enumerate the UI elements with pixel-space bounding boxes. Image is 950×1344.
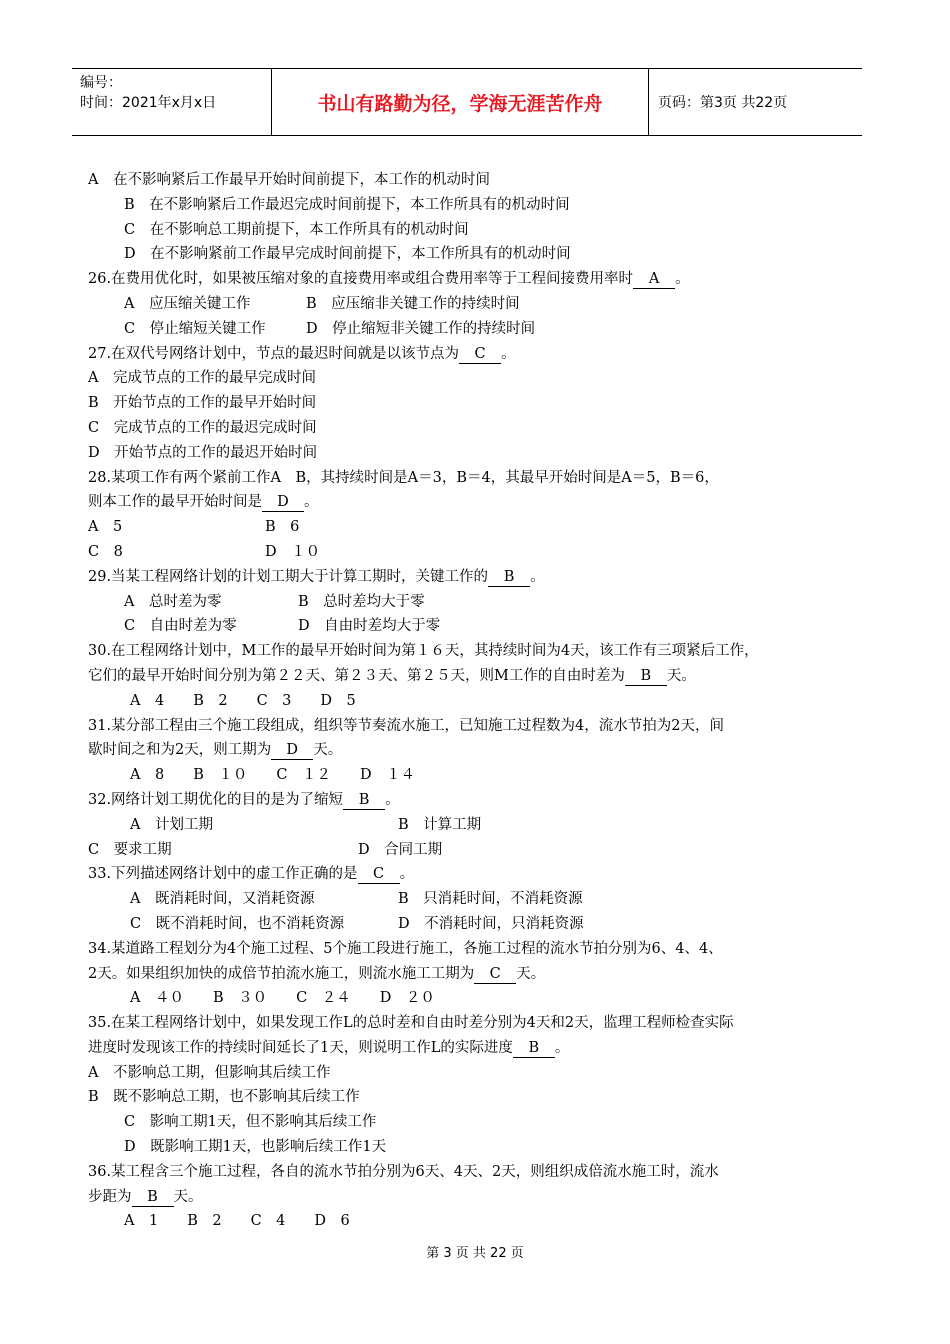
question-list <box>88 168 858 1234</box>
question-36: 36.某工程含三个施工过程，各自的流水节拍分别为6天、4天、2天，则组织成倍流水施工时，流水 <box>88 1163 719 1180</box>
option-c: C 要求工期 <box>88 841 172 858</box>
question-text: 步距为 <box>88 1188 132 1205</box>
question-text: 歇时间之和为2天，则工期为 <box>88 742 272 759</box>
option-c: C 8 <box>88 543 123 560</box>
answer-blank: B <box>132 1188 174 1207</box>
option-a: A 计划工期 <box>130 816 213 833</box>
option-b: B 总时差均大于零 <box>298 593 425 610</box>
option-a: A 总时差为零 <box>124 593 222 610</box>
option-line: A 1 B 2 C 4 D 6 <box>124 1213 350 1230</box>
option-d: D 合同工期 <box>358 841 443 858</box>
number-label: 编号： <box>80 75 122 91</box>
question-30-cont <box>88 664 858 689</box>
question-text: 29.当某工程网络计划的计划工期大于计算工期时，关键工作的 <box>88 568 489 585</box>
answer-blank: B <box>625 667 667 686</box>
question-34: 34.某道路工程划分为4个施工过程、5个施工段进行施工，各施工过程的流水节拍分别为6、4、4、 <box>88 940 723 957</box>
answer-blank: B <box>343 791 385 810</box>
question-26 <box>88 267 858 292</box>
page-footer: 第 3 页 共 22 页 <box>426 1246 524 1261</box>
option-b: B 应压缩非关键工作的持续时间 <box>306 295 520 312</box>
option-row <box>88 292 858 317</box>
option-line: B 在不影响紧后工作最迟完成时间前提下，本工作所具有的机动时间 <box>124 196 570 213</box>
answer-blank: C <box>474 965 516 984</box>
option-line: C 影响工期1天，但不影响其后续工作 <box>124 1114 377 1131</box>
option-row <box>88 838 858 863</box>
question-suffix: 。 <box>501 345 516 362</box>
question-27 <box>88 342 858 367</box>
option-d: D １０ <box>265 543 321 560</box>
question-31: 31.某分部工程由三个施工段组成，组织等节奏流水施工，已知施工过程数为4，流水节拍为2天，间 <box>88 717 725 734</box>
question-suffix: 。 <box>385 791 400 808</box>
question-suffix: 。 <box>675 271 690 288</box>
answer-blank: D <box>262 493 304 512</box>
question-32 <box>88 788 858 813</box>
answer-blank: A <box>633 270 675 289</box>
option-line: C 完成节点的工作的最迟完成时间 <box>88 419 317 436</box>
time-label: 时间：2021年x月x日 <box>80 95 217 111</box>
option-c: C 自由时差为零 <box>124 618 237 635</box>
option-a: A 应压缩关键工作 <box>124 295 251 312</box>
question-34-cont <box>88 962 858 987</box>
question-text: 32.网络计划工期优化的目的是为了缩短 <box>88 791 344 808</box>
option-a: A 5 <box>88 519 123 536</box>
header-page-info: 页码：第3页 共22页 <box>658 95 788 111</box>
option-line: D 在不影响紧前工作最早完成时间前提下，本工作所具有的机动时间 <box>124 246 571 263</box>
option-line: A 4 B 2 C 3 D 5 <box>130 692 356 709</box>
question-text: 则本工作的最早开始时间是 <box>88 494 262 511</box>
question-text: 27.在双代号网络计划中，节点的最迟时间就是以该节点为 <box>88 345 460 362</box>
question-text: 26.在费用优化时，如果被压缩对象的直接费用率或组合费用率等于工程间接费用率时 <box>88 271 634 288</box>
option-d: D 停止缩短非关键工作的持续时间 <box>306 320 536 337</box>
option-b: B 只消耗时间，不消耗资源 <box>398 891 583 908</box>
option-line: A 不影响总工期，但影响其后续工作 <box>88 1064 331 1081</box>
header-meta <box>72 69 272 135</box>
header-motto: 书山有路勤为径，学海无涯苦作舟 <box>272 69 649 135</box>
question-28-cont <box>88 490 858 515</box>
option-row <box>88 887 858 912</box>
question-text: 2天。如果组织加快的成倍节拍流水施工，则流水施工工期为 <box>88 965 475 982</box>
question-suffix: 天。 <box>313 742 343 759</box>
option-d: D 自由时差均大于零 <box>298 618 441 635</box>
option-d: D 不消耗时间，只消耗资源 <box>398 915 584 932</box>
question-29 <box>88 565 858 590</box>
option-c: C 既不消耗时间，也不消耗资源 <box>130 915 345 932</box>
page-header <box>72 68 862 136</box>
question-text: 33.下列描述网络计划中的虚工作正确的是 <box>88 866 358 883</box>
option-c: C 停止缩短关键工作 <box>124 320 266 337</box>
answer-blank: C <box>358 865 400 884</box>
answer-blank: C <box>459 345 501 364</box>
option-a: A 既消耗时间，又消耗资源 <box>130 891 315 908</box>
option-b: B 6 <box>265 519 300 536</box>
option-line: A 完成节点的工作的最早完成时间 <box>88 370 316 387</box>
option-row <box>88 540 858 565</box>
question-suffix: 天。 <box>516 965 546 982</box>
answer-blank: D <box>271 741 313 760</box>
question-31-cont <box>88 738 858 763</box>
question-28: 28.某项工作有两个紧前工作A B，其持续时间是A＝3，B＝4，其最早开始时间是A＝5，B＝6， <box>88 469 719 486</box>
question-suffix: 。 <box>304 494 319 511</box>
option-line: B 开始节点的工作的最早开始时间 <box>88 395 317 412</box>
option-row <box>88 515 858 540</box>
question-35: 35.在某工程网络计划中，如果发现工作L的总时差和自由时差分别为4天和2天，监理工程师检查实际 <box>88 1015 734 1032</box>
option-line: A 8 B １０ C １２ D １４ <box>130 767 416 784</box>
question-suffix: 天。 <box>666 667 696 684</box>
question-suffix: 。 <box>530 568 545 585</box>
answer-blank: B <box>488 568 530 587</box>
answer-blank: B <box>513 1039 555 1058</box>
question-33 <box>88 862 858 887</box>
question-text: 它们的最早开始时间分别为第２２天、第２３天、第２５天，则M工作的自由时差为 <box>88 667 625 684</box>
option-b: B 计算工期 <box>398 816 482 833</box>
option-line: D 既影响工期1天，也影响后续工作1天 <box>124 1139 387 1156</box>
question-30: 30.在工程网络计划中，M工作的最早开始时间为第１６天，其持续时间为4天，该工作有三项紧后工作， <box>88 643 759 660</box>
question-36-cont <box>88 1185 858 1210</box>
option-row <box>88 912 858 937</box>
option-row <box>88 813 858 838</box>
option-row <box>88 590 858 615</box>
question-suffix: 。 <box>554 1039 570 1056</box>
option-row <box>88 614 858 639</box>
option-line: D 开始节点的工作的最迟开始时间 <box>88 444 318 461</box>
option-line: A 在不影响紧后工作最早开始时间前提下，本工作的机动时间 <box>88 172 490 188</box>
option-line: C 在不影响总工期前提下，本工作所具有的机动时间 <box>124 221 469 238</box>
question-35-cont <box>88 1036 858 1061</box>
option-line: A ４０ B ３０ C ２４ D ２０ <box>130 990 435 1007</box>
option-row <box>88 317 858 342</box>
question-suffix: 。 <box>399 866 415 883</box>
question-suffix: 天。 <box>173 1188 203 1205</box>
option-line: B 既不影响总工期，也不影响其后续工作 <box>88 1089 360 1106</box>
question-text: 进度时发现该工作的持续时间延长了1天，则说明工作L的实际进度 <box>88 1039 513 1056</box>
